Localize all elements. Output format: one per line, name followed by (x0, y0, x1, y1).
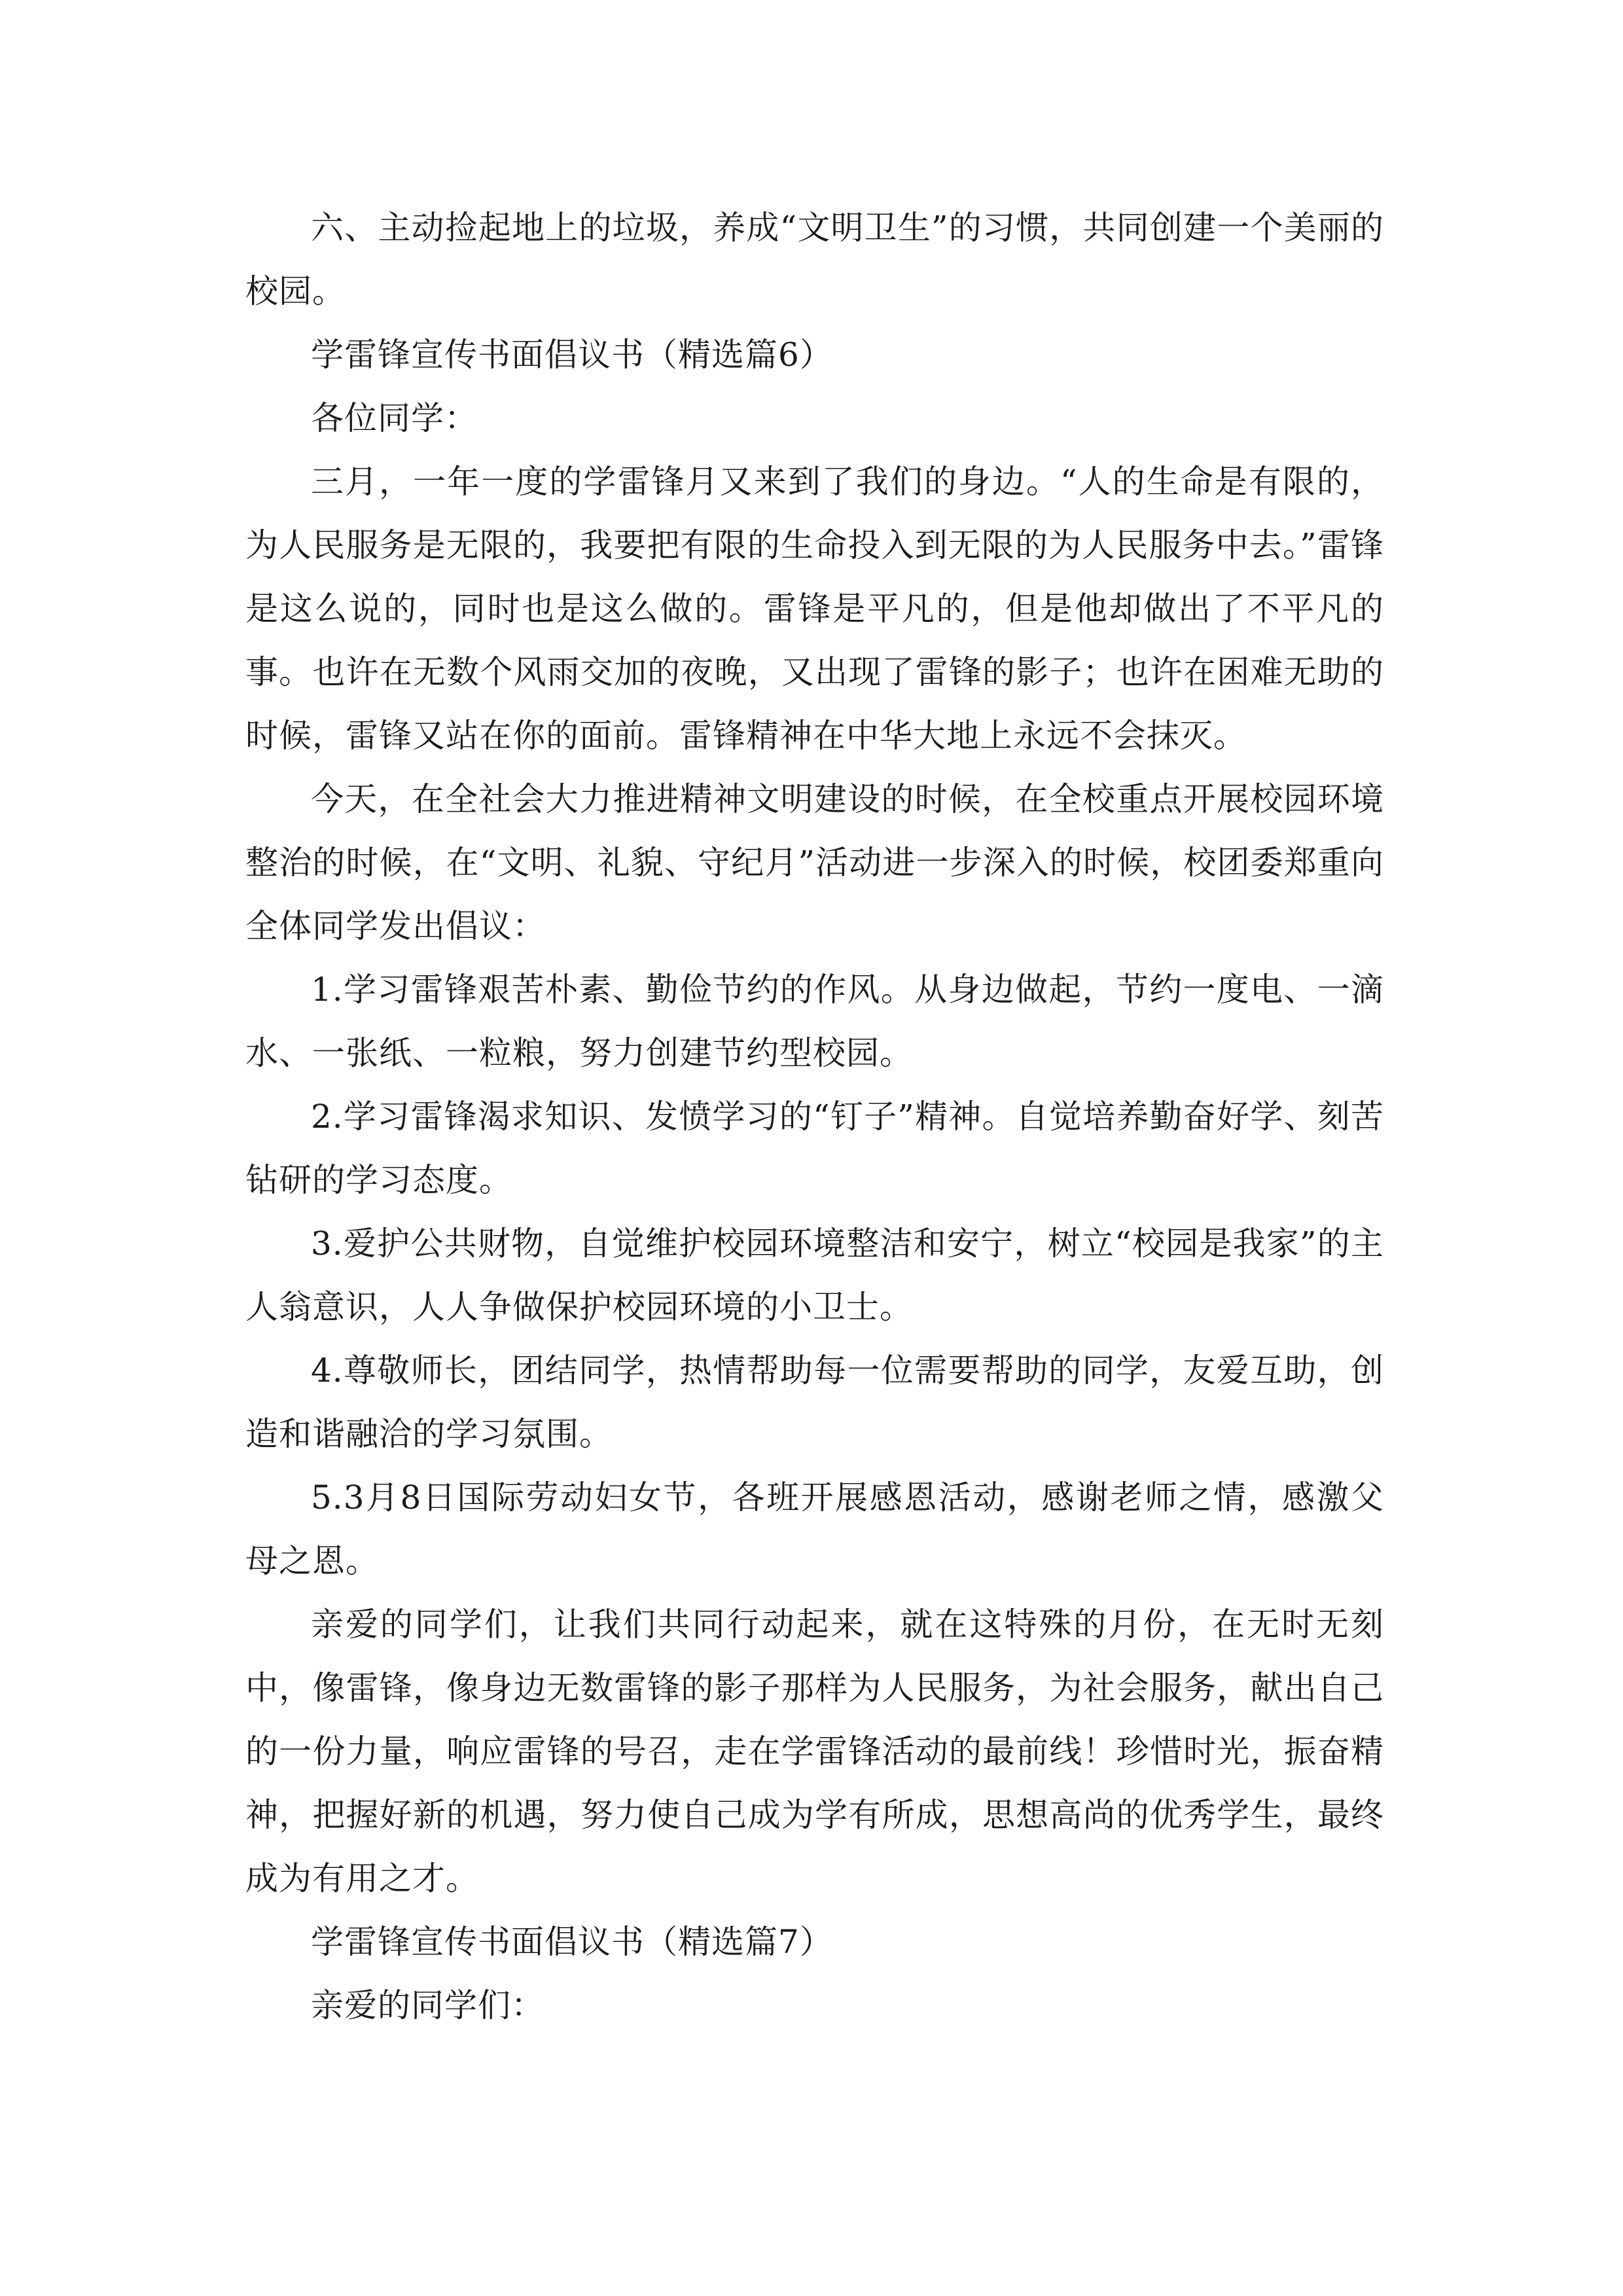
proposal-item-2: 2.学习雷锋渴求知识、发愤学习的“钉子”精神。自觉培养勤奋好学、刻苦钻研的学习态度。 (245, 1098, 1384, 1199)
salutation: 各位同学： (311, 399, 478, 437)
body-paragraph: 三月，一年一度的学雷锋月又来到了我们的身边。“人的生命是有限的，为人民服务是无限的，我要把有限的生命投入到无限的为人民服务中去。”雷锋是这么说的，同时也是这么做的。雷锋是平凡的，但是他却做出了不平凡的事。也许在无数个风雨交加的夜晚，又出现了雷锋的影子；也许在困难无助的时候，雷锋又站在你的面前。雷锋精神在中华大地上永远不会抹灭。 (245, 463, 1384, 755)
section-heading-6: 学雷锋宣传书面倡议书（精选篇6） (311, 336, 833, 374)
proposal-item-4: 4.尊敬师长，团结同学，热情帮助每一位需要帮助的同学，友爱互助，创造和谐融洽的学习氛围。 (245, 1352, 1384, 1453)
closing-paragraph: 亲爱的同学们，让我们共同行动起来，就在这特殊的月份，在无时无刻中，像雷锋，像身边无数雷锋的影子那样为人民服务，为社会服务，献出自己的一份力量，响应雷锋的号召，走在学雷锋活动的最前线！珍惜时光，振奋精神，把握好新的机遇，努力使自己成为学有所成，思想高尚的优秀学生，最终成为有用之才。 (245, 1605, 1384, 1897)
body-paragraph: 今天，在全社会大力推进精神文明建设的时候，在全校重点开展校园环境整治的时候，在“文明、礼貌、守纪月”活动进一步深入的时候，校团委郑重向全体同学发出倡议： (245, 780, 1384, 945)
document-body (245, 196, 1384, 2037)
proposal-item-3: 3.爱护公共财物，自觉维护校园环境整洁和安宁，树立“校园是我家”的主人翁意识，人人争做保护校园环境的小卫士。 (245, 1225, 1384, 1326)
salutation: 亲爱的同学们： (311, 1986, 544, 2024)
proposal-item-5: 5.3月8日国际劳动妇女节，各班开展感恩活动，感谢老师之情，感激父母之恩。 (245, 1479, 1384, 1580)
paragraph-item-6: 六、主动捡起地上的垃圾，养成“文明卫生”的习惯，共同创建一个美丽的校园。 (245, 209, 1384, 310)
section-heading-7: 学雷锋宣传书面倡议书（精选篇7） (311, 1923, 833, 1961)
proposal-item-1: 1.学习雷锋艰苦朴素、勤俭节约的作风。从身边做起，节约一度电、一滴水、一张纸、一粒粮，努力创建节约型校园。 (245, 971, 1384, 1072)
